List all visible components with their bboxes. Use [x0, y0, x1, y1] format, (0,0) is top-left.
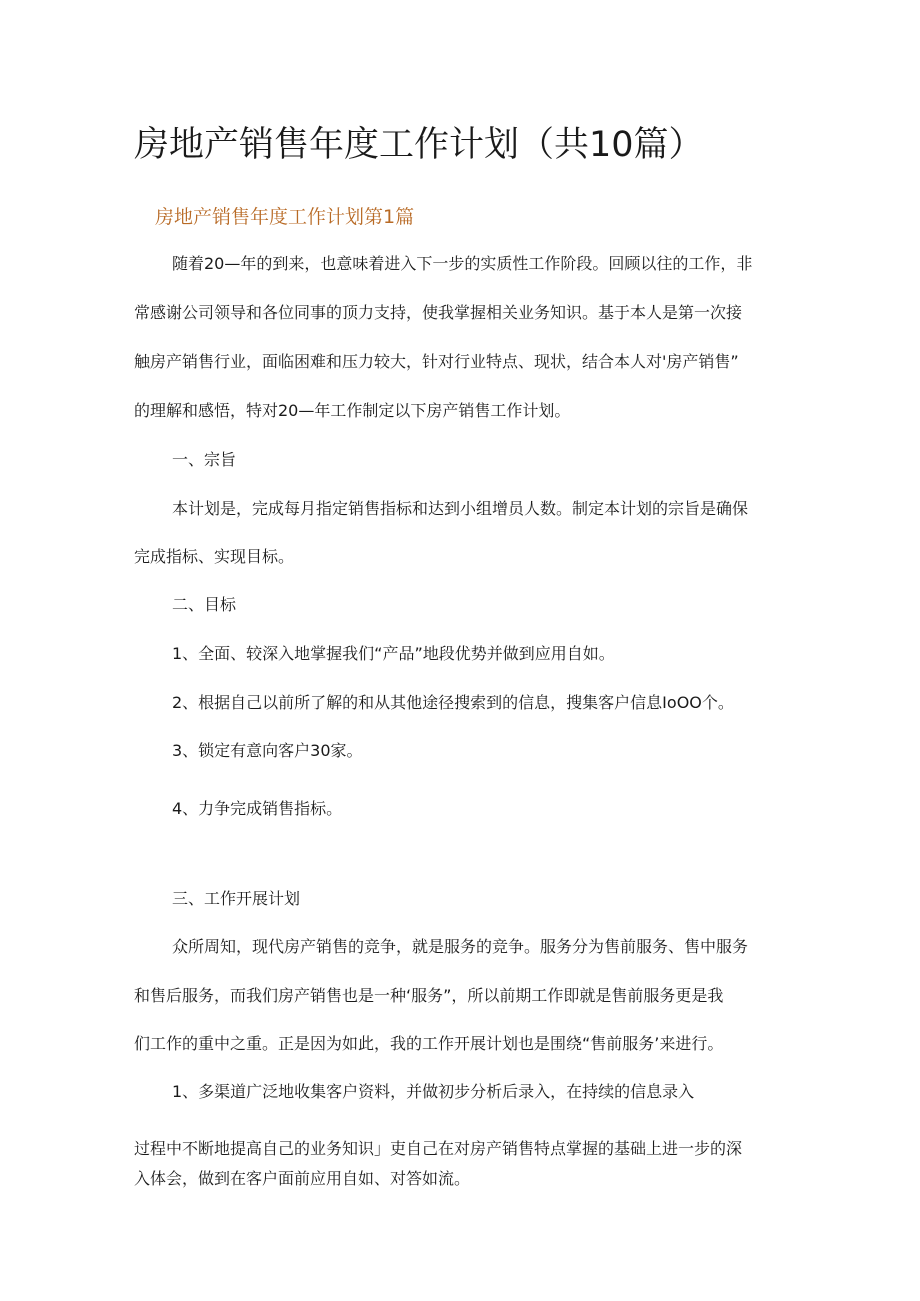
- intro-line-3: 触房产销售行业，面临困难和压力较大，针对行业特点、现状，结合本人对'房产销售”: [134, 352, 739, 371]
- goal-item-3: 3、锁定有意向客户30家。: [172, 741, 363, 760]
- plan-item-1: 1、多渠道广泛地收集客户资料，并做初步分析后录入，在持续的信息录入: [172, 1082, 695, 1101]
- plan-line-1: 众所周知，现代房产销售的竞争，就是服务的竞争。服务分为售前服务、售中服务: [172, 937, 749, 956]
- intro-line-4: 的理解和感悟，特对20—年工作制定以下房产销售工作计划。: [134, 401, 571, 420]
- plan-item-1-line-2: 入体会，做到在客户面前应用自如、对答如流。: [134, 1169, 471, 1188]
- intro-line-1: 随着20—年的到来，也意味着进入下一步的实质性工作阶段。回顾以往的工作，非: [172, 254, 753, 273]
- plan-item-1-line-1: 过程中不断地提高自己的业务知识」吏自己在对房产销售特点掌握的基础上进一步的深: [134, 1139, 743, 1158]
- goal-item-4: 4、力争完成销售指标。: [172, 799, 343, 818]
- intro-line-2: 常感谢公司领导和各位同事的顶力支持，使我掌握相关业务知识。基于本人是第一次接: [134, 303, 743, 322]
- section-title: 房地产销售年度工作计划第1篇: [155, 206, 415, 228]
- purpose-line-2: 完成指标、实现目标。: [134, 547, 295, 566]
- heading-plan: 三、工作开展计划: [172, 889, 301, 908]
- heading-goals: 二、目标: [172, 595, 237, 614]
- heading-purpose: 一、宗旨: [172, 450, 237, 469]
- document-title: 房地产销售年度工作计划（共10篇）: [134, 125, 704, 165]
- plan-line-3: 们工作的重中之重。正是因为如此，我的工作开展计划也是围绕“售前服务’来进行。: [134, 1034, 724, 1053]
- purpose-line-1: 本计划是，完成每月指定销售指标和达到小组增员人数。制定本计划的宗旨是确保: [172, 499, 749, 518]
- goal-item-1: 1、全面、较深入地掌握我们“产品”地段优势并做到应用自如。: [172, 644, 615, 663]
- goal-item-2: 2、根据自己以前所了解的和从其他途径搜索到的信息，搜集客户信息IoOO个。: [172, 693, 734, 712]
- plan-line-2: 和售后服务，而我们房产销售也是一种‘服务”，所以前期工作即就是售前服务更是我: [134, 986, 724, 1005]
